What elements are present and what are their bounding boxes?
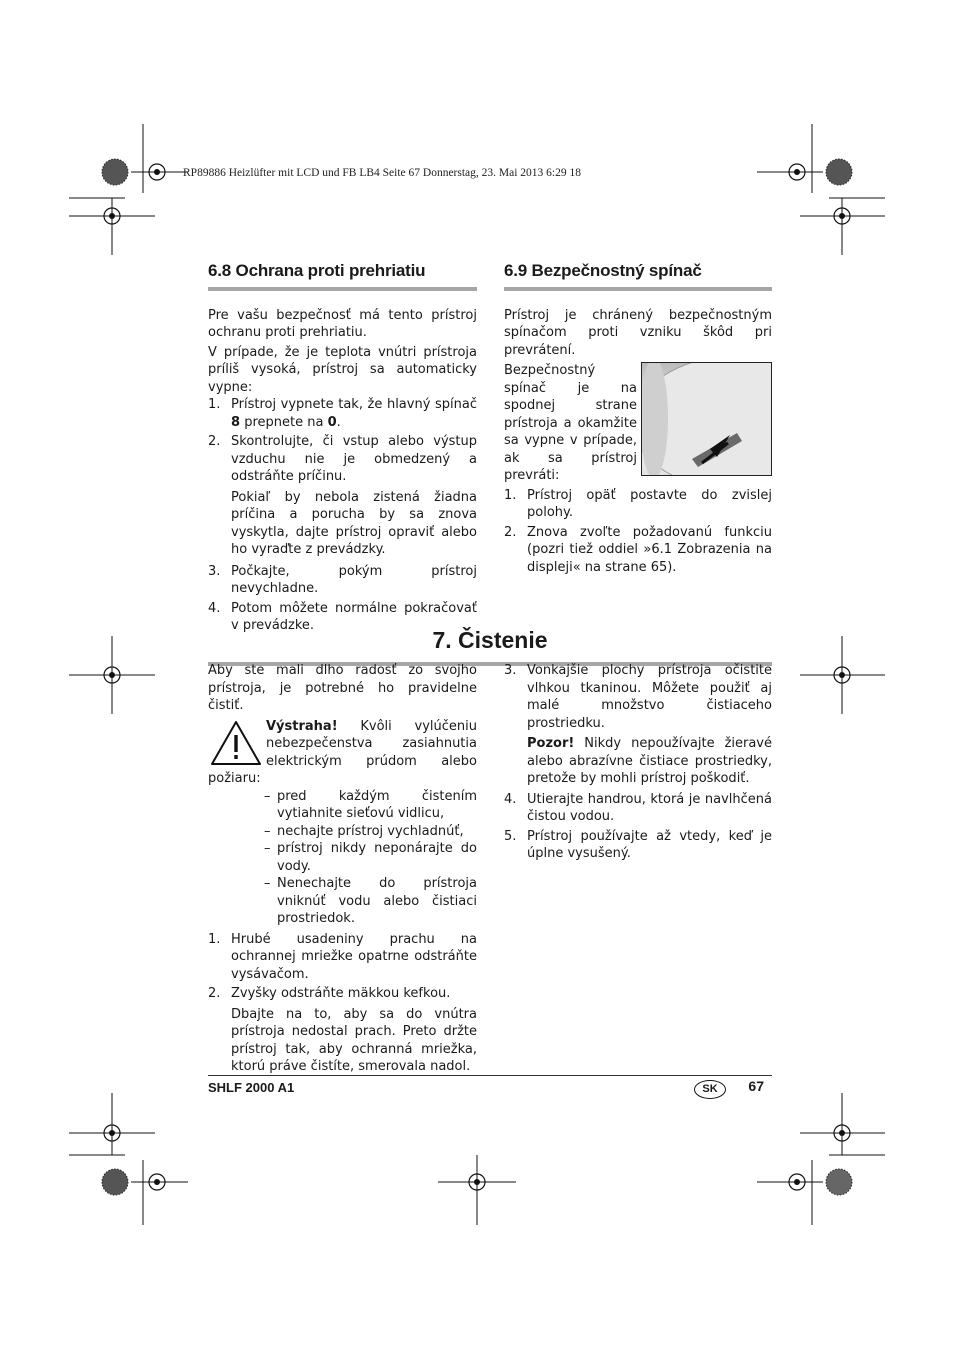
chapter-title: 7. Čistenie	[208, 627, 772, 666]
steps-list	[504, 662, 772, 863]
list-item: – prístroj nikdy neponárajte do vody.	[264, 840, 477, 875]
step-number: 5.	[504, 828, 517, 844]
step-number: 2.	[208, 434, 221, 449]
step-text: Zvyšky odstráňte mäkkou kefkou.	[231, 986, 451, 1001]
step-number: 2.	[504, 524, 517, 540]
steps-list	[208, 931, 477, 1076]
paragraph: V prípade, že je teplota vnútri prístroja príliš vysoká, prístroj sa automaticky vypne:	[208, 344, 477, 395]
steps-list	[208, 396, 477, 635]
paragraph: Pre vašu bezpečnosť má tento prístroj ochranu proti prehriatiu.	[208, 307, 477, 340]
caution-label: Pozor!	[527, 736, 575, 751]
warning-description: Kvôli vylúčeniu nebezpečenstva zasiahnutia elektrickým prúdom alebo požiaru:	[208, 718, 477, 786]
step-number: 2.	[208, 986, 221, 1001]
step-number: 1.	[208, 931, 221, 947]
switch-number: 8	[231, 414, 241, 430]
step-text: Prístroj používajte až vtedy, keď je úplne vysušený.	[527, 828, 772, 861]
model-name: SHLF 2000 A1	[208, 1080, 295, 1095]
list-item	[504, 662, 772, 788]
step-text: Utierajte handrou, ktorá je navlhčená čistou vodou.	[527, 791, 772, 824]
step-number: 4.	[208, 600, 221, 616]
list-item: – nechajte prístroj vychladnúť,	[264, 823, 477, 841]
switch-position: 0	[327, 414, 337, 430]
language-badge: SK	[694, 1080, 726, 1099]
paragraph: Bezpečnostný spínač je na spodnej strane prístroja a okamžite sa vypne v prípade, ak sa prístroj prevráti:	[504, 363, 637, 483]
step-text: prepnete na	[244, 414, 324, 430]
step-number: 3.	[208, 563, 221, 579]
device-bottom-illustration	[642, 363, 772, 476]
section-7-left	[208, 662, 477, 1076]
paragraph: Prístroj je chránený bezpečnostným spínačom proti vzniku škôd pri prevrátení.	[504, 307, 772, 358]
step-subparagraph: Pokiaľ by nebola zistená žiadna príčina a porucha by sa znova vyskytla, dajte prístroj opraviť alebo ho vyraďte z prevádzky.	[231, 489, 477, 557]
paragraph: Aby ste mali dlho radosť zo svojho prístroja, je potrebné ho pravidelne čistiť.	[208, 663, 477, 713]
section-6-8	[208, 262, 477, 635]
list-item	[504, 524, 772, 577]
list-item	[208, 985, 477, 1076]
list-item	[208, 396, 477, 431]
step-number: 1.	[208, 397, 221, 412]
list-item	[504, 828, 772, 863]
warning-triangle-icon	[210, 719, 262, 767]
list-item	[504, 487, 772, 522]
step-subparagraph: Dbajte na to, aby sa do vnútra prístroja nedostal prach. Preto držte prístroj tak, aby ochranná mriežka, ktorú práve čistíte, smerovala nadol.	[231, 1006, 477, 1074]
punctuation: .	[336, 414, 341, 430]
step-text: Prístroj opäť postavte do zvislej polohy.	[527, 487, 772, 520]
section-title: 6.8 Ochrana proti prehriatiu	[208, 262, 477, 291]
list-item	[208, 563, 477, 598]
warning-label: Výstraha!	[266, 718, 338, 734]
steps-list	[504, 487, 772, 577]
safety-switch-photo	[641, 362, 772, 476]
step-text: Znova zvoľte požadovanú funkciu (pozri tiež oddiel »6.1 Zobrazenia na displeji« na strane 65).	[527, 524, 772, 575]
step-text: Hrubé usadeniny prachu na ochrannej mriežke opatrne odstráňte vysávačom.	[231, 931, 477, 982]
page-number: 67	[748, 1078, 764, 1094]
list-item	[208, 931, 477, 984]
step-text: Skontrolujte, či vstup alebo výstup vzduchu nie je obmedzený a odstráňte príčinu.	[231, 434, 477, 484]
list-item: – pred každým čistením vytiahnite sieťovú vidlicu,	[264, 788, 477, 823]
list-item	[208, 433, 477, 559]
step-number: 4.	[504, 791, 517, 807]
section-7-right	[504, 662, 772, 863]
step-text: Počkajte, pokým prístroj nevychladne.	[231, 563, 477, 596]
print-header: RP89886 Heizlüfter mit LCD und FB LB4 Seite 67 Donnerstag, 23. Mai 2013 6:29 18	[183, 167, 582, 179]
step-text: Vonkajšie plochy prístroja očistite vlhkou tkaninou. Môžete použiť aj malé množstvo čistiaceho prostriedku.	[527, 663, 772, 731]
list-item	[504, 791, 772, 826]
caution-text	[527, 735, 772, 788]
step-text: Potom môžete normálne pokračovať v prevádzke.	[231, 600, 477, 633]
step-number: 1.	[504, 487, 517, 503]
warning-block	[208, 718, 477, 928]
caution-description: Nikdy nepoužívajte žieravé alebo abrazívne čistiace prostriedky, pretože by mohli prístroj poškodiť.	[527, 736, 773, 786]
page-footer	[208, 1075, 772, 1095]
step-text: Prístroj vypnete tak, že hlavný spínač	[231, 397, 477, 412]
step-number: 3.	[504, 663, 517, 678]
section-title: 6.9 Bezpečnostný spínač	[504, 262, 772, 291]
list-item: – Nenechajte do prístroja vniknúť vodu alebo čistiaci prostriedok.	[264, 875, 477, 928]
section-6-9	[504, 262, 772, 576]
warning-bullets	[264, 788, 477, 928]
